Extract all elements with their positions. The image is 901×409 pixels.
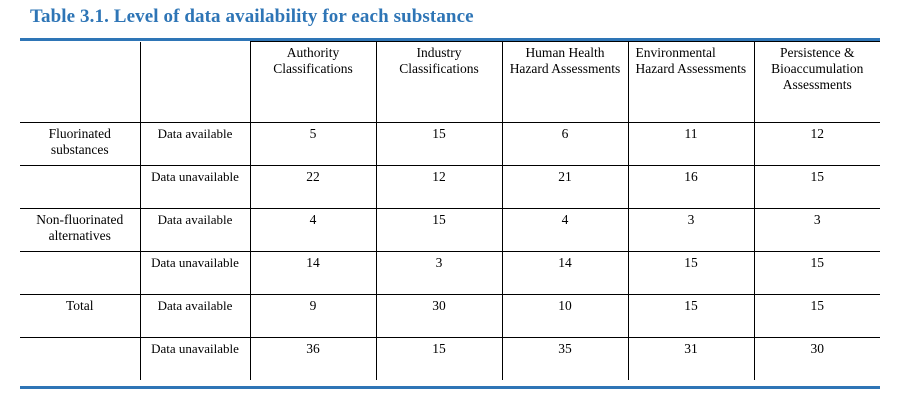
row-availability-label: Data available (140, 209, 250, 252)
cell-persistence: 3 (754, 209, 880, 252)
cell-industry: 12 (376, 166, 502, 209)
cell-industry: 30 (376, 295, 502, 338)
header-blank-group (20, 42, 140, 123)
cell-persistence: 30 (754, 338, 880, 381)
header-industry-classifications: Industry Classifications (376, 42, 502, 123)
cell-persistence: 15 (754, 295, 880, 338)
row-availability-label: Data unavailable (140, 166, 250, 209)
cell-human-health: 10 (502, 295, 628, 338)
cell-human-health: 6 (502, 123, 628, 166)
row-availability-label: Data available (140, 295, 250, 338)
header-human-health-hazard-assessments: Human Health Hazard Assessments (502, 42, 628, 123)
cell-human-health: 21 (502, 166, 628, 209)
header-environmental-hazard-assessments: Environmental Hazard Assessments (628, 42, 754, 123)
table-row (20, 209, 880, 252)
cell-environmental: 31 (628, 338, 754, 381)
row-availability-label: Data unavailable (140, 252, 250, 295)
row-group-label: Non-fluorinated alternatives (20, 209, 140, 252)
row-group-label: Fluorinated substances (20, 123, 140, 166)
cell-authority: 4 (250, 209, 376, 252)
cell-industry: 15 (376, 123, 502, 166)
cell-authority: 36 (250, 338, 376, 381)
cell-environmental: 15 (628, 252, 754, 295)
cell-human-health: 14 (502, 252, 628, 295)
table-body (20, 123, 880, 381)
cell-authority: 14 (250, 252, 376, 295)
cell-environmental: 16 (628, 166, 754, 209)
cell-authority: 9 (250, 295, 376, 338)
row-availability-label: Data available (140, 123, 250, 166)
cell-environmental: 11 (628, 123, 754, 166)
cell-environmental: 3 (628, 209, 754, 252)
row-availability-label: Data unavailable (140, 338, 250, 381)
table-row (20, 166, 880, 209)
table-row (20, 123, 880, 166)
row-group-label (20, 252, 140, 295)
table-caption: Table 3.1. Level of data availability for each substance (30, 6, 474, 27)
cell-authority: 5 (250, 123, 376, 166)
cell-persistence: 15 (754, 166, 880, 209)
header-persistence-bioaccumulation-assessments: Persistence & Bioaccumulation Assessments (754, 42, 880, 123)
cell-persistence: 15 (754, 252, 880, 295)
table-container (20, 41, 880, 380)
header-authority-classifications: Authority Classifications (250, 42, 376, 123)
table-row (20, 252, 880, 295)
data-availability-table (20, 41, 880, 380)
cell-persistence: 12 (754, 123, 880, 166)
cell-human-health: 4 (502, 209, 628, 252)
cell-industry: 15 (376, 338, 502, 381)
cell-industry: 15 (376, 209, 502, 252)
cell-human-health: 35 (502, 338, 628, 381)
table-row (20, 295, 880, 338)
cell-industry: 3 (376, 252, 502, 295)
cell-authority: 22 (250, 166, 376, 209)
cell-environmental: 15 (628, 295, 754, 338)
table-row (20, 338, 880, 381)
row-group-label (20, 166, 140, 209)
row-group-label: Total (20, 295, 140, 338)
table-header (20, 42, 880, 123)
table-bottom-rule (20, 386, 880, 389)
header-blank-availability (140, 42, 250, 123)
row-group-label (20, 338, 140, 381)
table-header-row (20, 42, 880, 123)
